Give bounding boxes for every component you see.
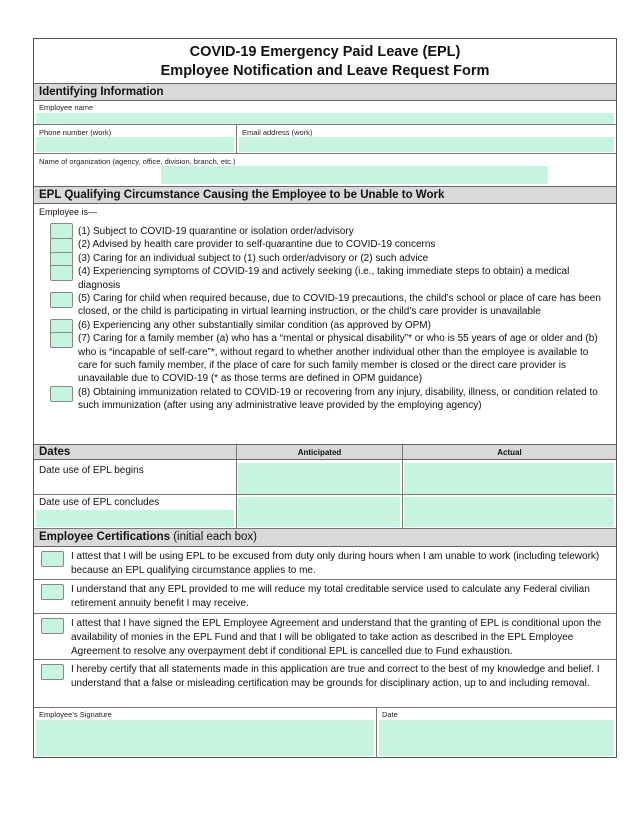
certification-item-2 [34, 580, 616, 614]
qualifying-item-7 [34, 332, 616, 386]
certifications-heading [34, 529, 616, 547]
dates-heading: Dates [39, 446, 71, 458]
qualifying-item-4 [34, 265, 616, 292]
dates-header [34, 444, 616, 460]
qualifying-item-1 [34, 225, 616, 238]
organization-label: Name of organization (agency, office, division, branch, etc.) [39, 157, 236, 166]
qualifying-checkbox-5[interactable] [50, 292, 73, 308]
phone-field[interactable] [36, 137, 234, 152]
employee-name-label: Employee name [39, 103, 94, 112]
date-end-actual-field[interactable] [404, 497, 614, 527]
qualifying-item-5 [34, 292, 616, 319]
certifications-heading-text: Employee Certifications [39, 531, 171, 543]
signature-date-label: Date [382, 710, 398, 719]
signature-date-field[interactable] [379, 720, 614, 756]
date-end-label-fill[interactable] [36, 510, 234, 527]
employee-name-row [34, 101, 616, 125]
date-begin-actual-field[interactable] [404, 463, 614, 494]
date-end-divider-2 [402, 495, 403, 528]
epl-form [33, 38, 617, 758]
form-title-line2: Employee Notification and Leave Request Form [160, 63, 490, 79]
qualifying-item-4-text: (4) Experiencing symptoms of COVID-19 and actively seeking (i.e., taking immediate steps to obtain) a medical diagnosis [78, 266, 570, 291]
certification-item-3-text: I attest that I have signed the EPL Employee Agreement and understand that the granting of EPL is conditional upon the availability of monies in the EPL Fund and that I will be obligated to take action as described in the EPL Employee Agreement to resolve any overpayment debt if conditional EPL is cancelled due to Fund exhaustion. [71, 618, 602, 657]
qualifying-checkbox-8[interactable] [50, 386, 73, 402]
identifying-heading: Identifying Information [34, 83, 616, 101]
form-title-line1: COVID-19 Emergency Paid Leave (EPL) [189, 44, 461, 60]
signature-label: Employee’s Signature [39, 710, 112, 719]
contact-row [34, 125, 616, 154]
qualifying-item-8 [34, 386, 616, 413]
email-label: Email address (work) [242, 128, 313, 137]
qualifying-item-2-text: (2) Advised by health care provider to self-quarantine due to COVID-19 concerns [78, 239, 436, 251]
contact-divider [236, 125, 237, 153]
date-begin-anticipated-field[interactable] [238, 463, 400, 494]
qualifying-item-6 [34, 319, 616, 332]
signature-row [34, 708, 616, 758]
dates-col-actual: Actual [402, 445, 616, 459]
dates-col-anticipated: Anticipated [236, 445, 402, 459]
date-end-divider-1 [236, 495, 237, 528]
qualifying-item-3-text: (3) Caring for an individual subject to (1) such order/advisory or (2) such advice [78, 252, 429, 264]
employee-name-field[interactable] [36, 113, 614, 124]
certification-initial-box-4[interactable] [41, 664, 64, 680]
date-begin-label: Date use of EPL begins [39, 465, 144, 476]
signature-field[interactable] [36, 720, 374, 756]
qualifying-checkbox-1[interactable] [50, 223, 73, 239]
organization-field[interactable] [161, 166, 548, 184]
date-begin-divider-2 [402, 460, 403, 494]
date-end-row [34, 495, 616, 529]
certification-item-1 [34, 547, 616, 580]
qualifying-checkbox-7[interactable] [50, 332, 73, 348]
date-end-label: Date use of EPL concludes [39, 497, 160, 508]
qualifying-checkbox-4[interactable] [50, 265, 73, 281]
date-begin-row [34, 460, 616, 495]
qualifying-heading: EPL Qualifying Circumstance Causing the Employee to be Unable to Work [34, 186, 616, 204]
form-title [34, 39, 616, 83]
qualifying-item-3 [34, 252, 616, 265]
signature-divider [376, 708, 377, 758]
qualifying-intro: Employee is— [39, 207, 98, 217]
date-end-anticipated-field[interactable] [238, 497, 400, 527]
qualifying-item-5-text: (5) Caring for child when required because, due to COVID-19 precautions, the child’s school or place of care has been closed, or the child is participating in virtual learning instruction, or the child’s care provider is unavailable [78, 293, 601, 318]
certification-initial-box-2[interactable] [41, 584, 64, 600]
date-begin-divider-1 [236, 460, 237, 494]
organization-row [34, 154, 616, 186]
qualifying-item-2 [34, 238, 616, 251]
qualifying-item-7-text: (7) Caring for a family member (a) who has a “mental or physical disability”* or who is 55 years of age or older and (b) who is “incapable of self-care”*, without regard to whether another individual other than the employee is available to care for such family member, if the place of care for such family member is closed or the direct care provider is unavailable due to COVID-19 (* as those terms are defined in OPM guidance) [78, 333, 598, 385]
email-field[interactable] [239, 137, 614, 152]
qualifying-item-8-text: (8) Obtaining immunization related to COVID-19 or recovering from any injury, disability, illness, or condition related to such immunization (after using any administrative leave provided by the employing agency) [78, 386, 598, 412]
certification-initial-box-3[interactable] [41, 618, 64, 634]
certification-item-4 [34, 660, 616, 708]
certification-item-4-text: I hereby certify that all statements made in this application are true and correct to the best of my knowledge and belief. I understand that a false or misleading certification may be grounds for disciplinary action, up to and including removal. [71, 664, 600, 689]
certification-initial-box-1[interactable] [41, 551, 64, 567]
phone-label: Phone number (work) [39, 128, 112, 137]
certification-item-2-text: I understand that any EPL provided to me will reduce my total creditable service used to calculate any Federal civilian retirement annuity benefit I may receive. [71, 584, 590, 609]
certification-item-3 [34, 614, 616, 660]
qualifying-item-6-text: (6) Experiencing any other substantially similar condition (as approved by OPM) [78, 319, 431, 331]
certification-item-1-text: I attest that I will be using EPL to be excused from duty only during hours when I am unable to work (including telework) because an EPL qualifying circumstance applies to me. [71, 551, 600, 576]
qualifying-section [34, 204, 616, 444]
qualifying-item-1-text: (1) Subject to COVID-19 quarantine or isolation order/advisory [78, 226, 354, 237]
certifications-heading-note: (initial each box) [173, 531, 257, 543]
